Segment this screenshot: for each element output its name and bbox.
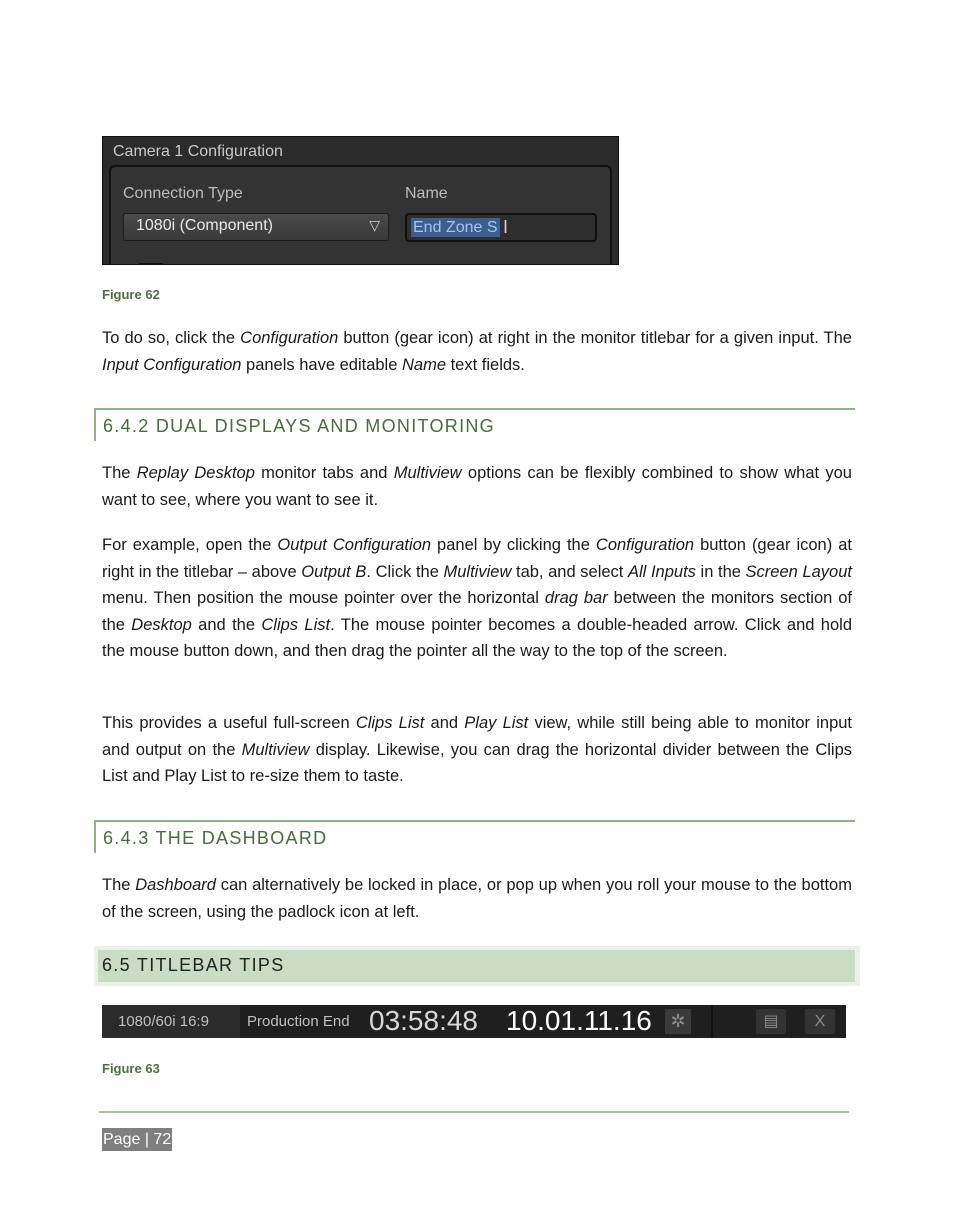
page-number: Page | 72	[102, 1128, 172, 1151]
text-cursor-icon: I	[503, 217, 509, 237]
checkbox[interactable]	[139, 263, 163, 265]
name-field[interactable]	[405, 213, 597, 242]
section-title: 6.5 TITLEBAR TIPS	[102, 955, 285, 975]
figure-62-screenshot	[102, 136, 619, 265]
figure-63-titlebar	[102, 1005, 846, 1038]
paragraph-example: For example, open the Output Configuration panel by clicking the Configuration button (gear icon) at right in the titlebar – above Output B. Click the Multiview tab, and select All Inputs in the Screen Layout menu. Then position the mouse pointer over the horizontal drag bar between the monitors section of the Desktop and the Clips List. The mouse pointer becomes a double-headed arrow. Click and hold the mouse button down, and then drag the pointer all the way to the top of the screen.	[102, 536, 852, 660]
panel-title: Camera 1 Configuration	[113, 143, 283, 160]
format-label: 1080/60i 16:9	[118, 1013, 209, 1030]
figure-63-caption: Figure 63	[102, 1061, 160, 1076]
time-remaining: 03:58:48	[369, 1005, 478, 1036]
figure-62-caption: Figure 62	[102, 287, 160, 302]
name-field-value: End Zone S	[413, 219, 498, 236]
paragraph-dashboard: The Dashboard can alternatively be locked in place, or pop up when you roll your mouse to the bottom of the screen, using the padlock icon at left.	[102, 876, 852, 921]
footer-rule	[99, 1111, 849, 1113]
section-title: 6.4.2 DUAL DISPLAYS AND MONITORING	[103, 416, 495, 436]
document-icon[interactable]: ▤	[756, 1009, 786, 1034]
production-label: Production End	[247, 1013, 350, 1030]
connection-type-value: 1080i (Component)	[136, 217, 273, 234]
section-heading-6-4-2	[94, 408, 855, 441]
timecode: 10.01.11.16	[506, 1005, 652, 1036]
connection-type-label: Connection Type	[123, 185, 243, 202]
section-heading-6-4-3	[94, 820, 855, 853]
paragraph-full-screen: This provides a useful full-screen Clips List and Play List view, while still being able to monitor input and output on the Multiview display. Likewise, you can drag the horizontal divider between the Clips List and Play List to re-size them to taste.	[102, 714, 853, 785]
section-heading-6-5	[94, 946, 860, 986]
connection-type-select[interactable]	[123, 213, 389, 241]
name-label: Name	[405, 185, 448, 202]
dropdown-arrow-icon: ▽	[369, 217, 380, 233]
paragraph-dual-displays: The Replay Desktop monitor tabs and Multiview options can be flexibly combined to show what you want to see, where you want to see it.	[102, 464, 852, 509]
close-button[interactable]: X	[805, 1009, 835, 1034]
section-title: 6.4.3 THE DASHBOARD	[103, 828, 328, 848]
paragraph-configuration: To do so, click the Configuration button (gear icon) at right in the monitor titlebar for a given input. The Input Configuration panels have editable Name text fields.	[102, 329, 852, 374]
gear-icon[interactable]: ✲	[665, 1009, 691, 1034]
